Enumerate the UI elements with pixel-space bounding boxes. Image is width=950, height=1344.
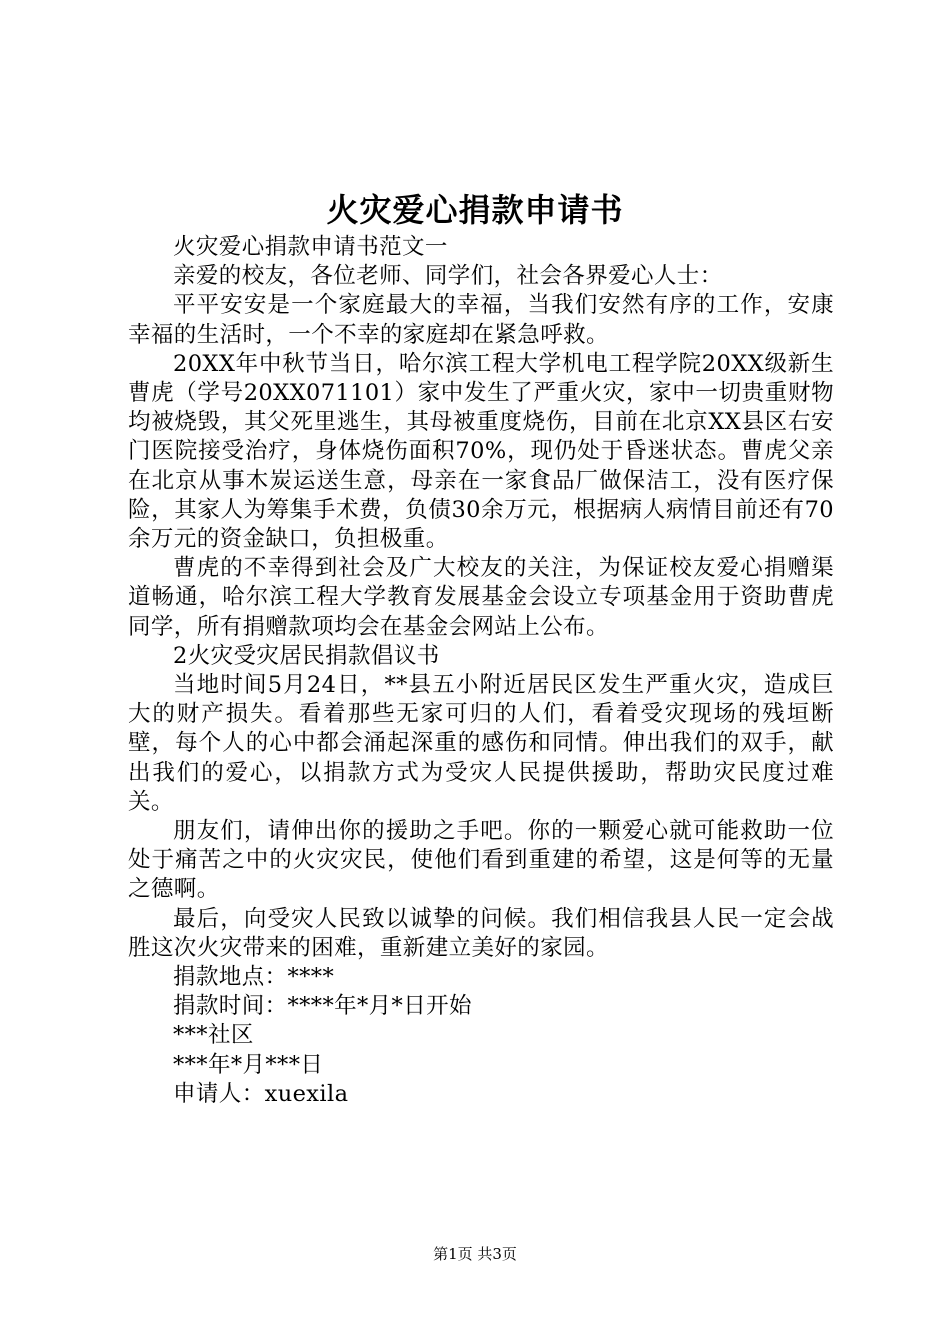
page-number: 第1页 共3页 bbox=[433, 1245, 517, 1263]
document-body bbox=[128, 233, 834, 1109]
applicant-name: 申请人：xuexila bbox=[173, 1080, 349, 1107]
donation-location: 捐款地点：**** bbox=[173, 964, 335, 991]
signature-date: ***年*月***日 bbox=[173, 1051, 324, 1078]
body-paragraph: 20XX年中秋节当日，哈尔滨工程大学机电工程学院20XX级新生曹虎（学号20XX071101）家中发生了严重火灾，家中一切贵重财物均被烧毁，其父死里逃生，其母被重度烧伤，目前在北京XX县区右安门医院接受治疗，身体烧伤面积70%，现仍处于昏迷状态。曹虎父亲在北京从事木炭运送生意，母亲在一家食品厂做保洁工，没有医疗保险，其家人为筹集手术费，负债30余万元，根据病人病情目前还有70余万元的资金缺口，负担极重。 bbox=[128, 350, 834, 553]
section-heading: 2火灾受灾居民捐款倡议书 bbox=[173, 642, 440, 669]
body-paragraph: 当地时间5月24日，**县五小附近居民区发生严重火灾，造成巨大的财产损失。看着那些无家可归的人们，看着受灾现场的残垣断壁，每个人的心中都会涌起深重的感伤和同情。伸出我们的双手，献出我们的爱心，以捐款方式为受灾人民提供援助，帮助灾民度过难关。 bbox=[128, 672, 834, 815]
subtitle-paragraph: 火灾爱心捐款申请书范文一 bbox=[173, 234, 448, 260]
body-paragraph: 最后，向受灾人民致以诚挚的问候。我们相信我县人民一定会战胜这次火灾带来的困难，重新建立美好的家园。 bbox=[128, 905, 834, 961]
body-paragraph: 朋友们，请伸出你的援助之手吧。你的一颗爱心就可能救助一位处于痛苦之中的火灾灾民，使他们看到重建的希望，这是何等的无量之德啊。 bbox=[128, 818, 834, 903]
body-paragraph: 曹虎的不幸得到社会及广大校友的关注，为保证校友爱心捐赠渠道畅通，哈尔滨工程大学教育发展基金会设立专项基金用于资助曹虎同学，所有捐赠款项均会在基金会网站上公布。 bbox=[128, 555, 834, 640]
donation-time: 捐款时间：****年*月*日开始 bbox=[173, 993, 472, 1020]
salutation-paragraph: 亲爱的校友，各位老师、同学们，社会各界爱心人士： bbox=[173, 263, 723, 290]
document-title: 火灾爱心捐款申请书 bbox=[326, 191, 624, 229]
community-name: ***社区 bbox=[173, 1022, 254, 1049]
body-paragraph: 平平安安是一个家庭最大的幸福，当我们安然有序的工作，安康幸福的生活时，一个不幸的家庭却在紧急呼救。 bbox=[128, 292, 834, 348]
